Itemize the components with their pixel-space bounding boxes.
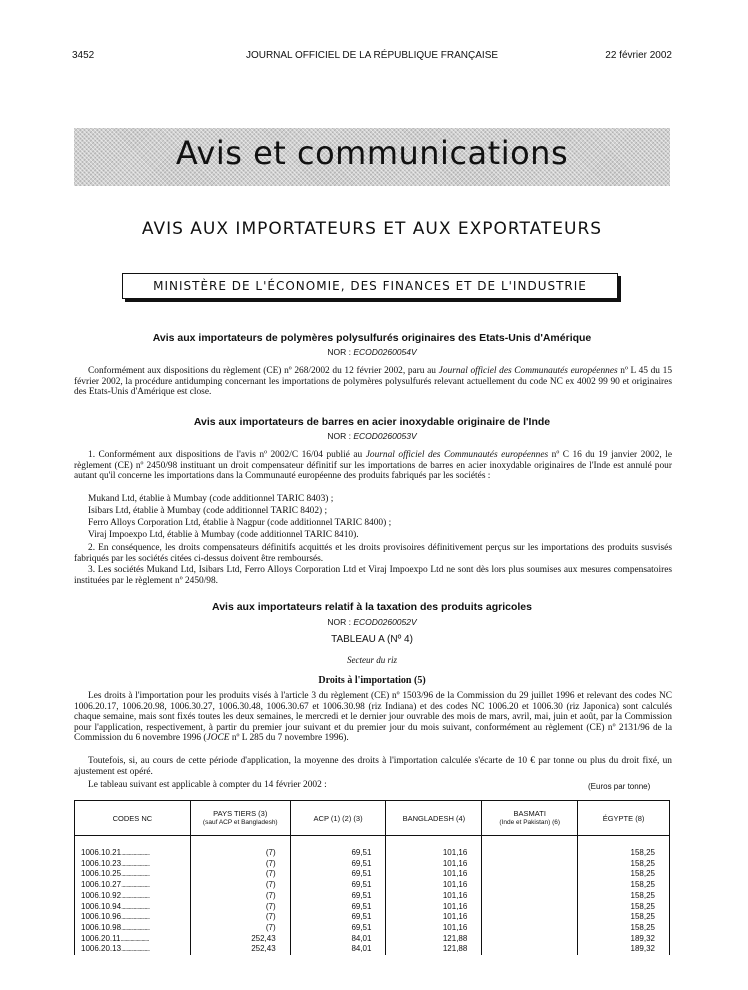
ministry-box: MINISTÈRE DE L'ÉCONOMIE, DES FINANCES ET DE L'INDUSTRIE [122,273,618,299]
cell-bangladesh: 101,16 [386,902,482,913]
nor-label: NOR : [327,347,351,357]
journal-reference: Journal officiel des Communautés européennes [365,450,549,460]
table-body [75,836,670,956]
cell-basmati [482,902,578,913]
cell-basmati [482,891,578,902]
table-row [75,923,670,934]
cell-pays-tiers: (7) [190,912,290,923]
cell-egypte: 158,25 [578,902,670,913]
journal-reference: JOCE [206,733,230,743]
cell-basmati [482,923,578,934]
nor-label: NOR : [327,617,351,627]
cell-basmati [482,859,578,870]
paragraph-text: nº L 45 du 15 février 2002, la procédure antidumping concernant les importations de polymères polysulfurés relevant actuellement du code NC ex 4002 99 90 et originaires des Etats-Unis d'Amérique est close. [74,366,673,397]
paragraph-text: 3. Les sociétés Mukand Ltd, Isibars Ltd, Ferro Alloys Corporation Ltd et Viraj Impoexpo Ltd ne sont dès lors plus soumises aux mesures compensatoires instituées par le règlement nº 2450/98. [74,565,672,586]
sector-label: Secteur du riz [347,655,397,665]
section-banner [74,128,670,186]
table-row [75,912,670,923]
paragraph-text: nº C 16 du 19 janvier 2002, le règlement (CE) nº 2450/98 instituant un droit compensateur définitif sur les importations de barres en acier inoxydable originaires de l'Inde est annulé pour autant qu'il concerne les importations dans la Communauté européenne des produits fabriqués par les sociétés : [74,450,673,481]
cell-acp: 84,01 [290,944,386,955]
paragraph-text: Les droits à l'importation pour les produits visés à l'article 3 du règlement (CE) nº 1503/96 de la Commission du 29 juillet 1996 et relevant des codes NC 1006.20.17, 1006.20.98, 1006.30.27, 1006.30.48, 1006.30.67 et 1006.30.98 (riz Indiana) et des codes NC 1006.20 et 1006.30 (riz Japonica) sont calculés chaque semaine, mais sont fixés toutes les deux semaines, le mercredi et le dernier jour ouvrable des mois de mars, avril, mai, juin et août, par la Commission pour l'application, respectivement, à partir du premier jour suivant et du premier jour du mois suivant, conformément au règlement (CE) nº 2131/96 de la Commission du 6 novembre 1996 ( [74,691,672,743]
page-number: 3452 [72,50,95,61]
paragraph-text: Toutefois, si, au cours de cette période d'application, la moyenne des droits à l'importation calculée s'écarte de 10 € par tonne ou plus du droit fixé, un ajustement est opéré. [74,756,672,777]
company-item: Ferro Alloys Corporation Ltd, établie à Nagpur (code additionnel TARIC 8400) ; [88,518,392,528]
notice-2-paragraph-3 [74,565,672,586]
table-row [75,902,670,913]
cell-pays-tiers: (7) [190,891,290,902]
cell-pays-tiers: 252,43 [190,934,290,945]
cell-pays-tiers: (7) [190,859,290,870]
company-item: Isibars Ltd, établie à Mumbay (code additionnel TARIC 8402) ; [88,506,328,516]
cell-bangladesh: 101,16 [386,880,482,891]
notice-2-nor [72,431,672,441]
cell-bangladesh: 101,16 [386,869,482,880]
journal-reference: Journal officiel des Communautés européennes [438,366,618,376]
column-header: BANGLADESH (4) [386,801,482,836]
cell-basmati [482,869,578,880]
nor-code: ECOD0260053V [353,431,417,441]
cell-basmati [482,912,578,923]
cell-code: 1006.10.96....................... [75,912,191,923]
cell-code: 1006.10.94....................... [75,902,191,913]
cell-acp: 69,51 [290,859,386,870]
column-header: ÉGYPTE (8) [578,801,670,836]
cell-egypte: 189,32 [578,944,670,955]
cell-egypte: 158,25 [578,836,670,859]
rice-duties-table [74,800,670,955]
notice-3-nor [72,617,672,627]
notice-3-paragraph-3 [74,780,672,791]
cell-egypte: 158,25 [578,891,670,902]
issue-date: 22 février 2002 [605,50,672,61]
company-item: Mukand Ltd, établie à Mumbay (code additionnel TARIC 8403) ; [88,494,334,504]
notice-3-title: Avis aux importateurs relatif à la taxation des produits agricoles [212,601,532,613]
paragraph-text: 1. Conformément aux dispositions de l'avis nº 2002/C 16/04 publié au [88,450,363,460]
section-title: AVIS AUX IMPORTATEURS ET AUX EXPORTATEURS [141,219,603,239]
table-title: TABLEAU A (Nº 4) [331,634,413,645]
cell-acp: 69,51 [290,880,386,891]
cell-egypte: 158,25 [578,912,670,923]
table-row [75,944,670,955]
table-row [75,880,670,891]
cell-pays-tiers: (7) [190,923,290,934]
cell-code: 1006.10.21....................... [75,836,191,859]
cell-pays-tiers: (7) [190,902,290,913]
cell-egypte: 158,25 [578,923,670,934]
notice-1-paragraph [74,366,672,398]
cell-bangladesh: 101,16 [386,912,482,923]
nor-code: ECOD0260054V [353,347,417,357]
cell-code: 1006.10.27....................... [75,880,191,891]
table-row [75,891,670,902]
cell-pays-tiers: (7) [190,869,290,880]
cell-code: 1006.10.23....................... [75,859,191,870]
paragraph-text: Le tableau suivant est applicable à compter du 14 février 2002 : [88,780,327,790]
cell-bangladesh: 121,88 [386,934,482,945]
subheading: Droits à l'importation (5) [318,675,426,686]
cell-code: 1006.20.11....................... [75,934,191,945]
notice-2-paragraph-2 [74,543,672,564]
cell-egypte: 158,25 [578,880,670,891]
cell-bangladesh: 101,16 [386,836,482,859]
table-header-row [75,801,670,836]
cell-acp: 69,51 [290,912,386,923]
cell-pays-tiers: 252,43 [190,944,290,955]
cell-acp: 69,51 [290,836,386,859]
journal-title: JOURNAL OFFICIEL DE LA RÉPUBLIQUE FRANÇAISE [245,50,499,61]
notice-2-title: Avis aux importateurs de barres en acier inoxydable originaire de l'Inde [193,416,551,428]
notice-2-paragraph-1 [74,450,672,482]
cell-basmati [482,934,578,945]
table-row [75,869,670,880]
notice-3-paragraph-1 [74,691,672,744]
notice-3-paragraph-2 [74,756,672,777]
paragraph-text: Conformément aux dispositions du règlement (CE) nº 268/2002 du 12 février 2002, paru au [88,366,436,376]
cell-basmati [482,880,578,891]
cell-code: 1006.10.92....................... [75,891,191,902]
cell-pays-tiers: (7) [190,880,290,891]
cell-acp: 69,51 [290,923,386,934]
column-header: ACP (1) (2) (3) [290,801,386,836]
cell-acp: 69,51 [290,891,386,902]
notice-1-nor [72,347,672,357]
paragraph-text: 2. En conséquence, les droits compensateurs définitifs acquittés et les droits provisoires définitivement perçus sur les importations des produits susvisés fabriqués par les sociétés citées ci-dessus doivent être remboursés. [74,543,672,564]
column-header: PAYS TIERS (3) (sauf ACP et Bangladesh) [190,801,290,836]
table-row [75,934,670,945]
banner-title: Avis et communications [175,134,569,172]
nor-label: NOR : [327,431,351,441]
cell-pays-tiers: (7) [190,836,290,859]
cell-basmati [482,836,578,859]
column-header: BASMATI (Inde et Pakistan) (6) [482,801,578,836]
unit-note: (Euros par tonne) [588,782,651,791]
cell-basmati [482,944,578,955]
cell-bangladesh: 101,16 [386,923,482,934]
cell-code: 1006.10.98....................... [75,923,191,934]
nor-code: ECOD0260052V [353,617,417,627]
company-item: Viraj Impoexpo Ltd, établie à Mumbay (code additionnel TARIC 8410). [88,530,359,540]
table-row [75,836,670,859]
table-row [75,859,670,870]
cell-bangladesh: 101,16 [386,891,482,902]
notice-1-title: Avis aux importateurs de polymères polysulfurés originaires des Etats-Unis d'Amérique [152,332,592,344]
paragraph-text: nº L 285 du 7 novembre 1996). [229,733,349,743]
cell-bangladesh: 101,16 [386,859,482,870]
column-header: CODES NC [75,801,191,836]
cell-egypte: 189,32 [578,934,670,945]
cell-acp: 69,51 [290,902,386,913]
cell-acp: 84,01 [290,934,386,945]
cell-code: 1006.20.13....................... [75,944,191,955]
cell-egypte: 158,25 [578,859,670,870]
cell-acp: 69,51 [290,869,386,880]
running-header [72,50,672,64]
cell-bangladesh: 121,88 [386,944,482,955]
cell-egypte: 158,25 [578,869,670,880]
cell-code: 1006.10.25....................... [75,869,191,880]
